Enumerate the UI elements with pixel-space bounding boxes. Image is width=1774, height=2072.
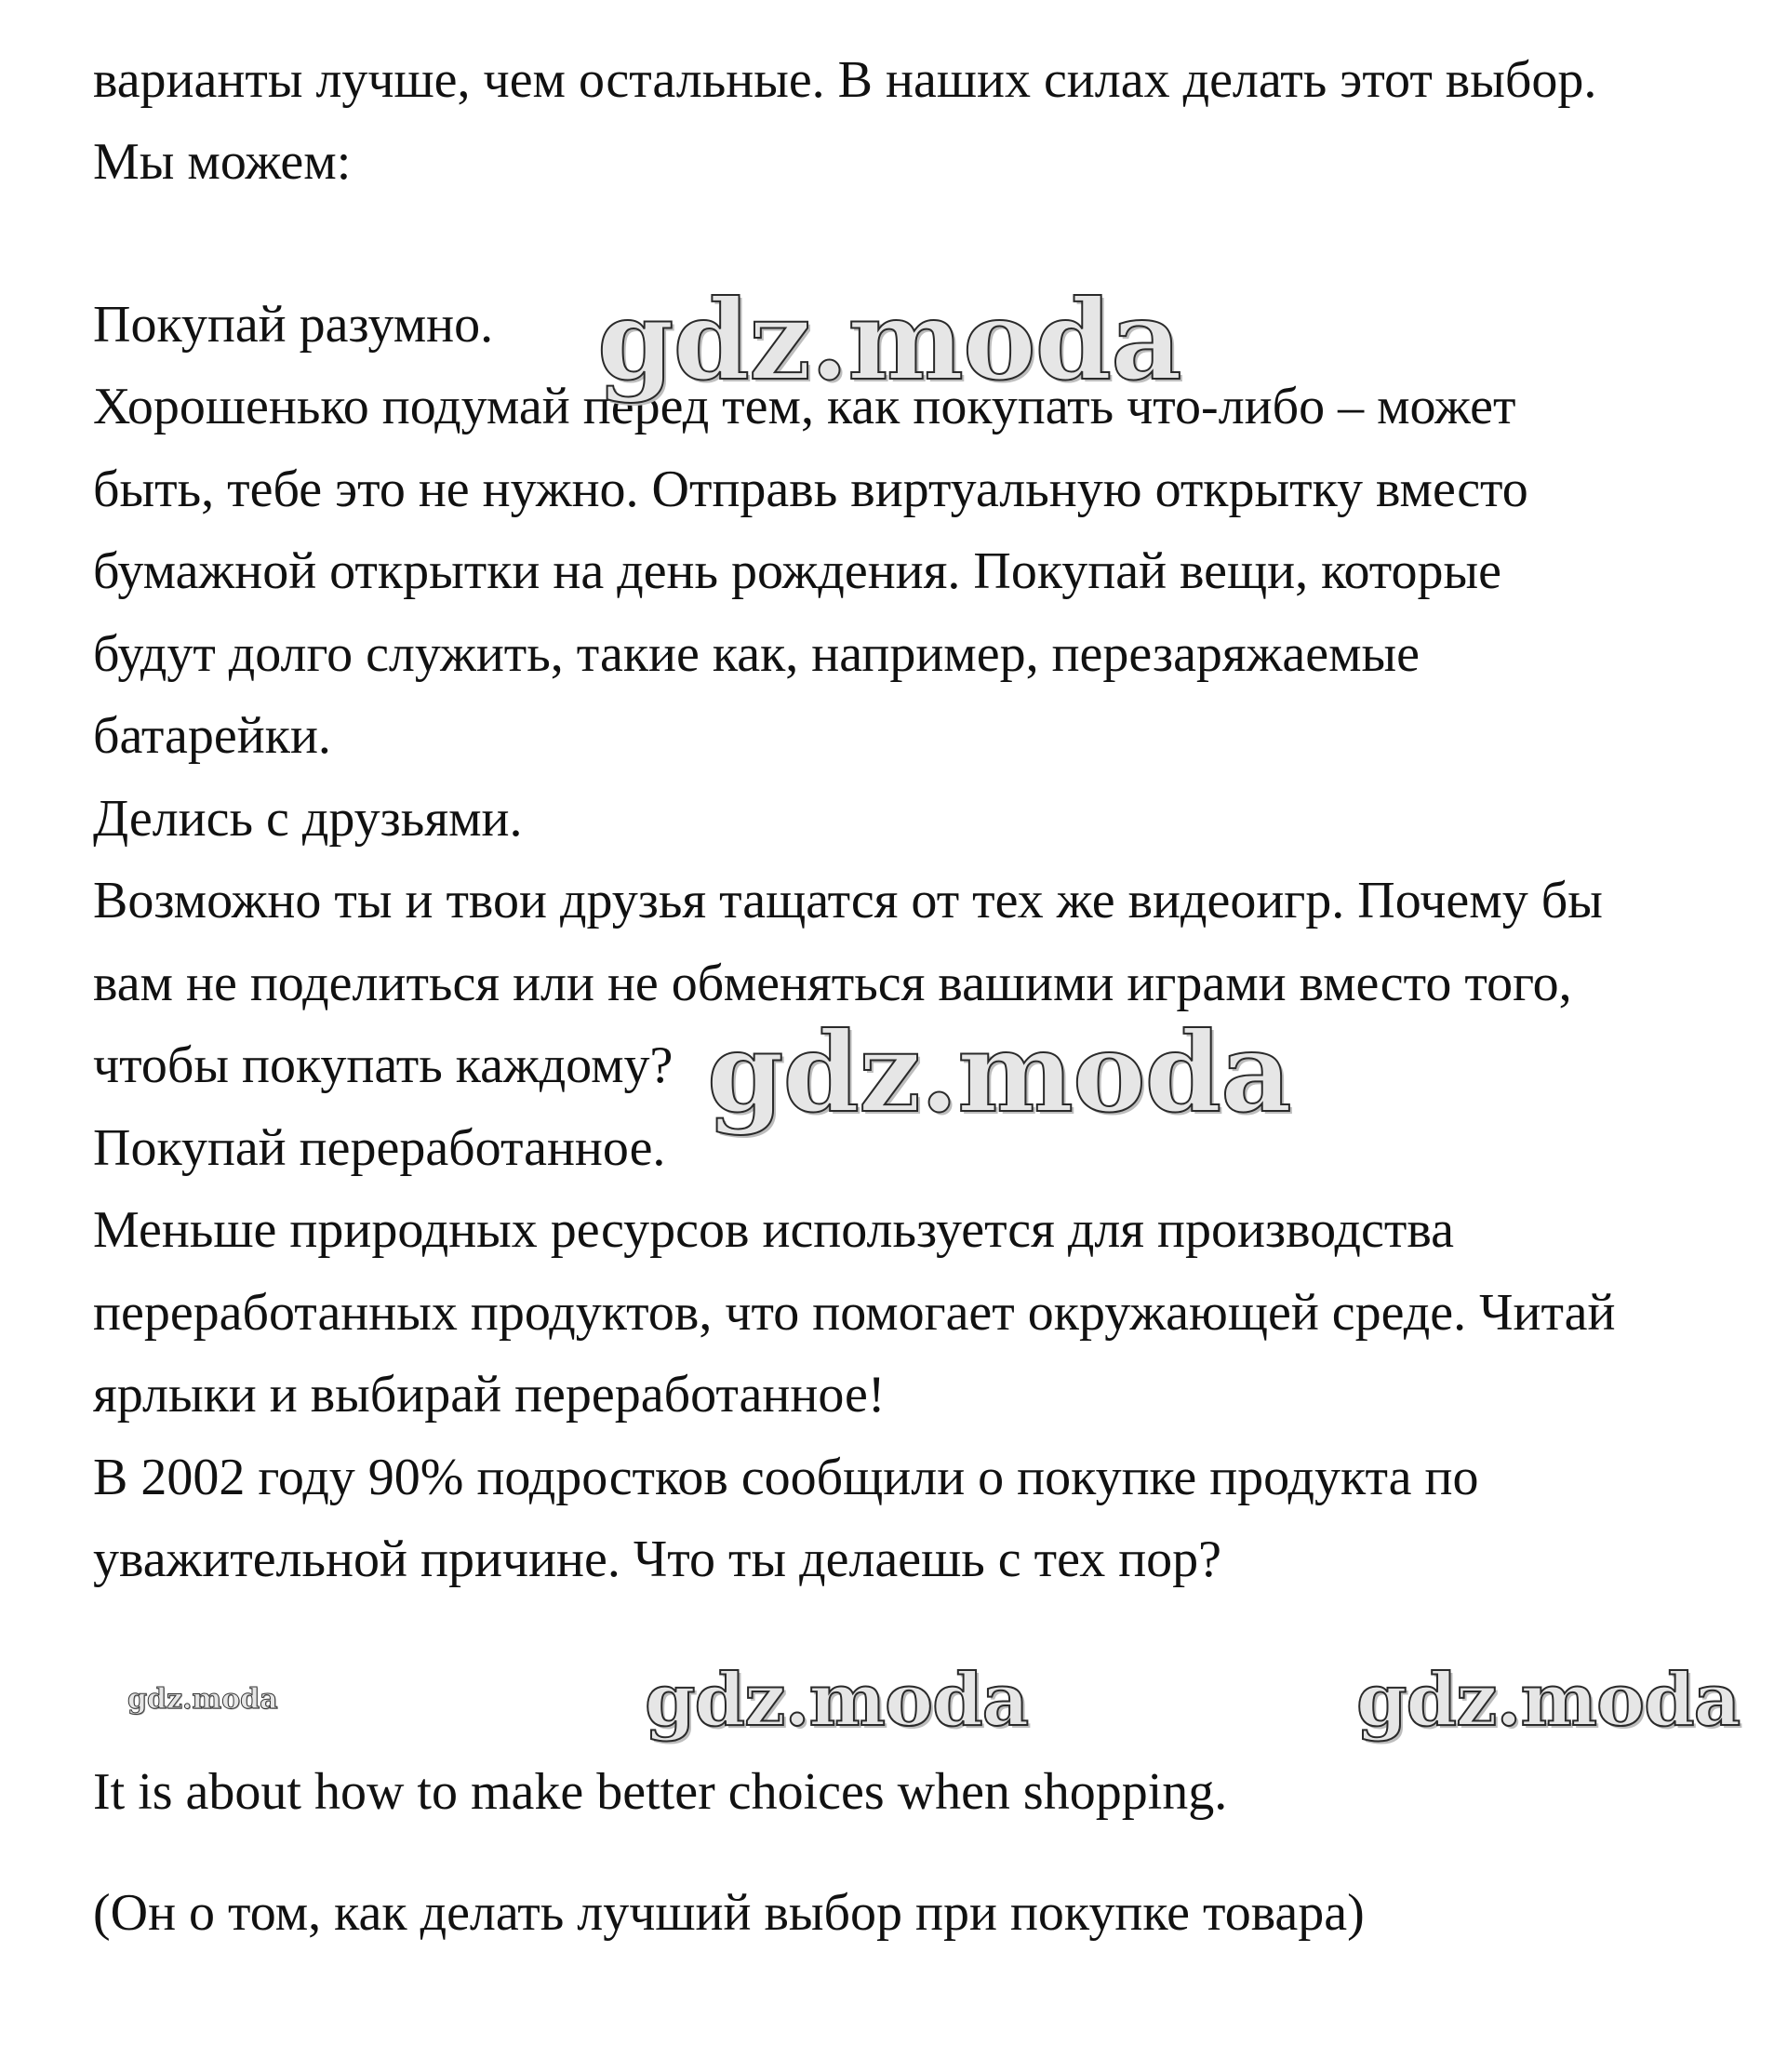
text-line-4: Хорошенько подумай перед тем, как покупать что-либо – может [93, 378, 1516, 435]
english-answer: It is about how to make better choices when shopping. [93, 1763, 1228, 1821]
text-line-12: чтобы покупать каждому? [93, 1036, 674, 1094]
text-line-11: вам не поделиться или не обменяться вашими играми вместо того, [93, 955, 1572, 1012]
watermark-logo: gdz.moda [707, 1008, 1291, 1137]
text-line-1: варианты лучше, чем остальные. В наших силах делать этот выбор. [93, 51, 1597, 109]
text-line-18: уважительной причине. Что ты делаешь с тех пор? [93, 1531, 1222, 1588]
watermark-logo: gdz.moda [597, 275, 1181, 405]
text-line-8: батарейки. [93, 707, 331, 765]
watermark-logo: gdz.moda [127, 1683, 278, 1716]
text-line-6: бумажной открытки на день рождения. Покупай вещи, которые [93, 542, 1501, 600]
text-line-7: будут долго служить, такие как, например, перезаряжаемые [93, 625, 1421, 683]
section-heading-buy-wisely: Покупай разумно. [93, 296, 494, 354]
text-line-17: В 2002 году 90% подростков сообщили о покупке продукта по [93, 1449, 1479, 1506]
text-line-2: Мы можем: [93, 133, 352, 191]
text-line-14: Меньше природных ресурсов используется для производства [93, 1201, 1454, 1259]
text-line-5: быть, тебе это не нужно. Отправь виртуальную открытку вместо [93, 461, 1528, 518]
section-heading-buy-recycled: Покупай переработанное. [93, 1119, 666, 1177]
text-line-10: Возможно ты и твои друзья тащатся от тех же видеоигр. Почему бы [93, 872, 1603, 929]
section-heading-share: Делись с друзьями. [93, 790, 523, 848]
russian-translation: (Он о том, как делать лучший выбор при покупке товара) [93, 1884, 1365, 1942]
watermark-logo: gdz.moda [1356, 1658, 1741, 1743]
watermark-logo: gdz.moda [645, 1658, 1029, 1743]
text-line-16: ярлыки и выбирай переработанное! [93, 1366, 886, 1424]
text-line-15: переработанных продуктов, что помогает окружающей среде. Читай [93, 1284, 1616, 1342]
